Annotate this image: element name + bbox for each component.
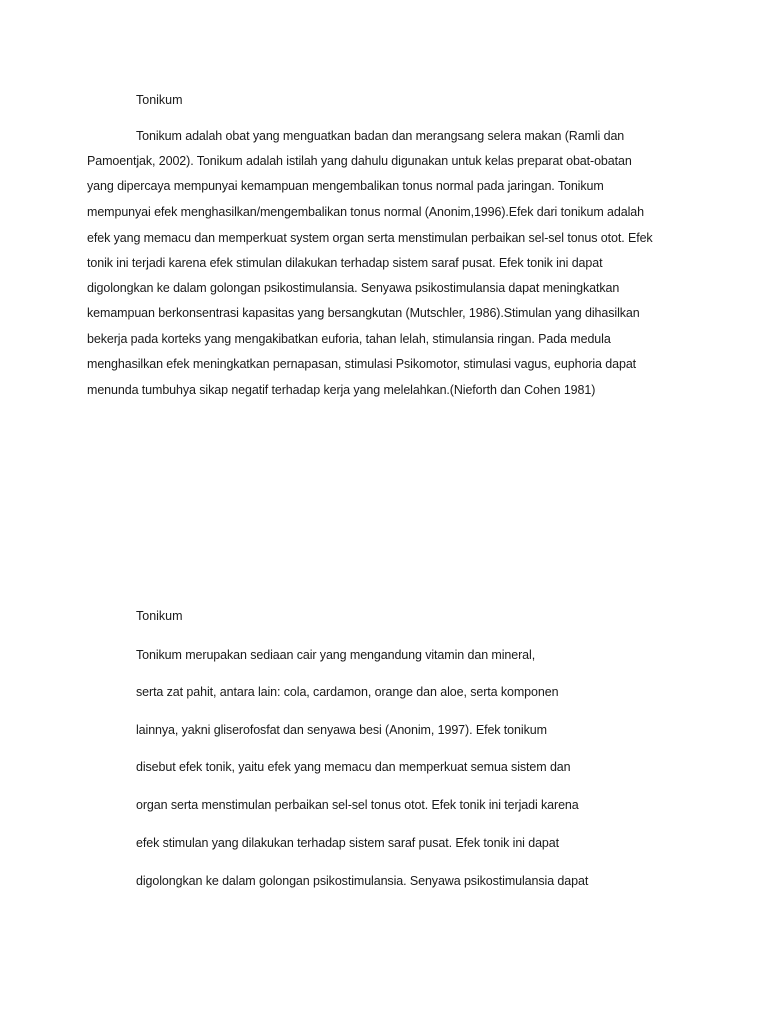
section-1-line: efek yang memacu dan memperkuat system organ serta menstimulan perbaikan sel-sel tonus otot. Efek bbox=[87, 231, 653, 245]
section-1-line: mempunyai efek menghasilkan/mengembalikan tonus normal (Anonim,1996).Efek dari tonikum adalah bbox=[87, 205, 644, 219]
section-1-line: digolongkan ke dalam golongan psikostimulansia. Senyawa psikostimulansia dapat meningkatkan bbox=[87, 281, 620, 295]
section-1-line: bekerja pada korteks yang mengakibatkan euforia, tahan lelah, stimulansia ringan. Pada medula bbox=[87, 332, 611, 346]
section-2-line: disebut efek tonik, yaitu efek yang memacu dan memperkuat semua sistem dan bbox=[136, 760, 571, 774]
section-2-line: digolongkan ke dalam golongan psikostimulansia. Senyawa psikostimulansia dapat bbox=[136, 874, 589, 888]
section-1-line: menghasilkan efek meningkatkan pernapasan, stimulasi Psikomotor, stimulasi vagus, euphoria dapat bbox=[87, 357, 637, 371]
section-1-line: menunda tumbuhya sikap negatif terhadap kerja yang melelahkan.(Nieforth dan Cohen 1981) bbox=[87, 383, 596, 397]
section-2-line: Tonikum merupakan sediaan cair yang mengandung vitamin dan mineral, bbox=[136, 648, 536, 662]
section-1-line: Pamoentjak, 2002). Tonikum adalah istilah yang dahulu digunakan untuk kelas preparat obat-obatan bbox=[87, 154, 632, 168]
section-1-heading: Tonikum bbox=[136, 93, 183, 107]
section-1-line: yang dipercaya mempunyai kemampuan mengembalikan tonus normal pada jaringan. Tonikum bbox=[87, 179, 604, 193]
section-2-line: organ serta menstimulan perbaikan sel-sel tonus otot. Efek tonik ini terjadi karena bbox=[136, 798, 579, 812]
section-1-line: tonik ini terjadi karena efek stimulan dilakukan terhadap sistem saraf pusat. Efek tonik ini dapat bbox=[87, 256, 603, 270]
section-2-heading: Tonikum bbox=[136, 609, 183, 623]
section-1-line: kemampuan berkonsentrasi kapasitas yang bersangkutan (Mutschler, 1986).Stimulan yang dihasilkan bbox=[87, 306, 640, 320]
section-2-line: lainnya, yakni gliserofosfat dan senyawa besi (Anonim, 1997). Efek tonikum bbox=[136, 723, 547, 737]
section-2-line: efek stimulan yang dilakukan terhadap sistem saraf pusat. Efek tonik ini dapat bbox=[136, 836, 559, 850]
section-2-line: serta zat pahit, antara lain: cola, cardamon, orange dan aloe, serta komponen bbox=[136, 685, 559, 699]
section-1-line: Tonikum adalah obat yang menguatkan badan dan merangsang selera makan (Ramli dan bbox=[136, 129, 625, 143]
